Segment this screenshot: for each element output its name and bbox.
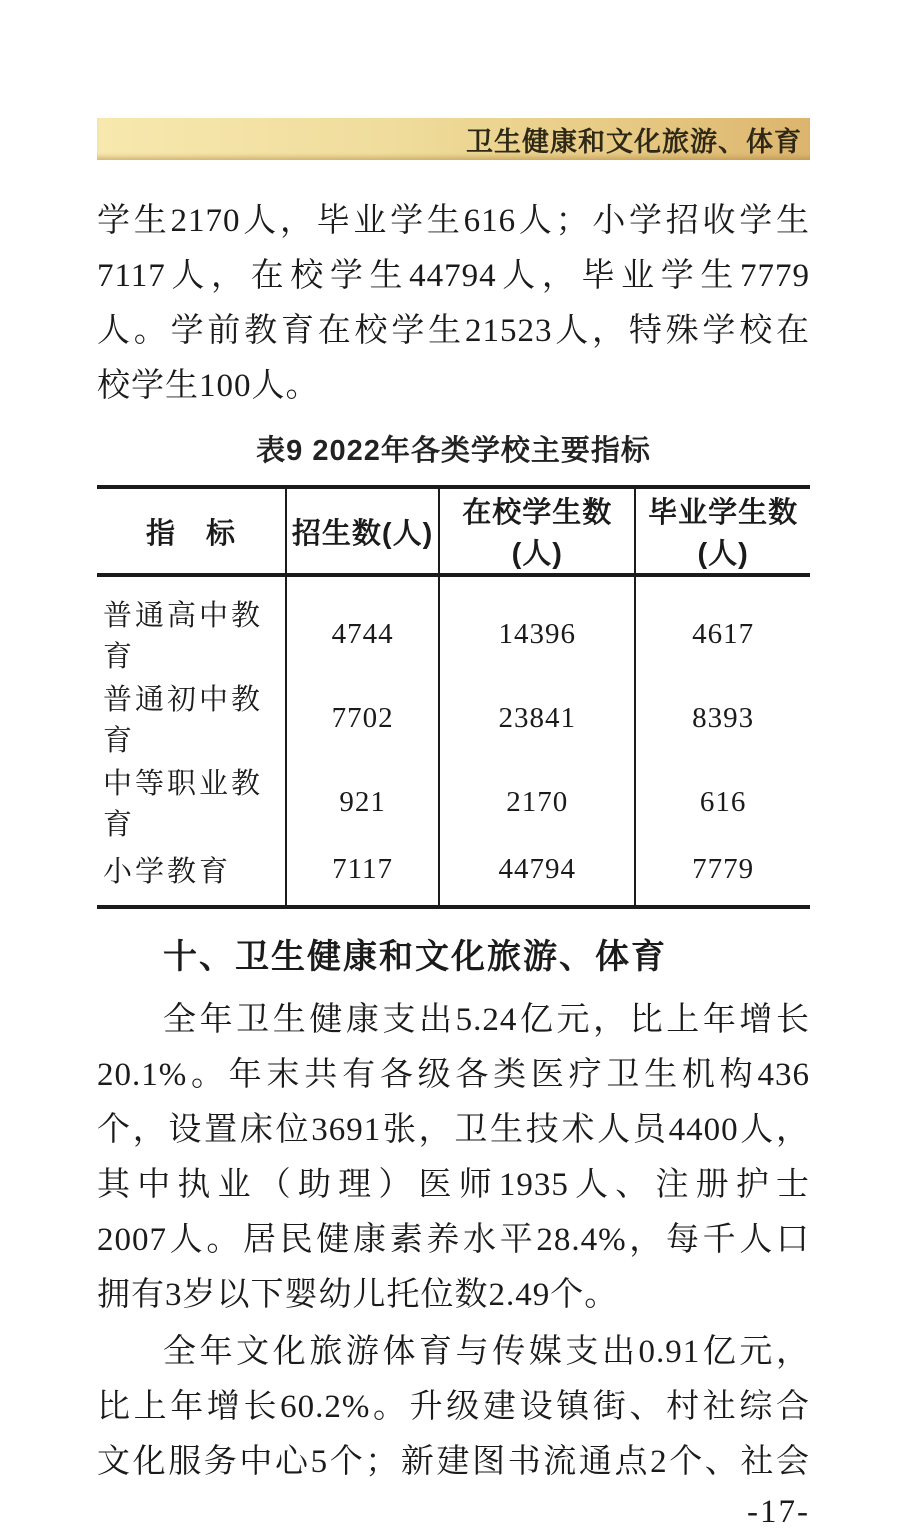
row-label: 中等职业教育	[103, 768, 264, 841]
table-row	[97, 676, 810, 760]
table-caption: 表9 2022年各类学校主要指标	[256, 435, 651, 467]
chapter-header-title: 卫生健康和文化旅游、体育	[466, 126, 802, 157]
column-header-indicator: 指 标	[97, 487, 286, 575]
cell-value: 4617	[635, 575, 810, 676]
cell-value: 14396	[439, 575, 635, 676]
column-header-students: 在校学生数(人)	[439, 487, 635, 575]
text-line: 校学生100人。	[97, 368, 320, 404]
row-label: 普通高中教育	[103, 600, 264, 673]
cell-value: 7702	[286, 676, 439, 760]
cell-value: 2170	[439, 760, 635, 844]
table-row	[97, 760, 810, 844]
text-line: 全年卫生健康支出5.24亿元，比上年增长	[163, 1002, 810, 1038]
cell-value: 616	[635, 760, 810, 844]
column-header-enrollment: 招生数(人)	[286, 487, 439, 575]
text-line: 比上年增长60.2%。升级建设镇街、村社综合	[97, 1389, 810, 1425]
table-header-row	[97, 487, 810, 575]
cell-value: 7779	[635, 844, 810, 907]
cell-value: 44794	[439, 844, 635, 907]
school-indicators-table	[97, 485, 810, 909]
cell-value: 921	[286, 760, 439, 844]
paragraph-education-continued	[97, 194, 810, 414]
table-row	[97, 575, 810, 676]
chapter-header-bar	[97, 118, 810, 160]
cell-value: 8393	[635, 676, 810, 760]
paragraph-health	[97, 993, 810, 1323]
text-line: 7117人，在校学生44794人，毕业学生7779	[97, 258, 810, 294]
table-row	[97, 844, 810, 907]
cell-value: 23841	[439, 676, 635, 760]
text-line: 拥有3岁以下婴幼儿托位数2.49个。	[97, 1277, 619, 1313]
column-header-graduates: 毕业学生数(人)	[635, 487, 810, 575]
text-line: 文化服务中心5个；新建图书流通点2个、社会	[97, 1444, 810, 1480]
text-line: 学生2170人，毕业学生616人；小学招收学生	[97, 203, 810, 239]
text-line: 全年文化旅游体育与传媒支出0.91亿元，	[163, 1334, 810, 1370]
text-line: 2007人。居民健康素养水平28.4%，每千人口	[97, 1222, 810, 1258]
row-label: 小学教育	[103, 855, 232, 888]
section-heading: 十、卫生健康和文化旅游、体育	[163, 938, 667, 976]
paragraph-culture-tourism	[97, 1325, 810, 1490]
cell-value: 4744	[286, 575, 439, 676]
page-number: -17-	[747, 1494, 810, 1530]
row-label: 普通初中教育	[103, 684, 264, 757]
page-content	[97, 0, 810, 1531]
cell-value: 7117	[286, 844, 439, 907]
text-line: 其中执业（助理）医师1935人、注册护士	[97, 1167, 810, 1203]
text-line: 人。学前教育在校学生21523人，特殊学校在	[97, 313, 810, 349]
text-line: 20.1%。年末共有各级各类医疗卫生机构436	[97, 1057, 810, 1093]
text-line: 个，设置床位3691张，卫生技术人员4400人，	[97, 1112, 810, 1148]
